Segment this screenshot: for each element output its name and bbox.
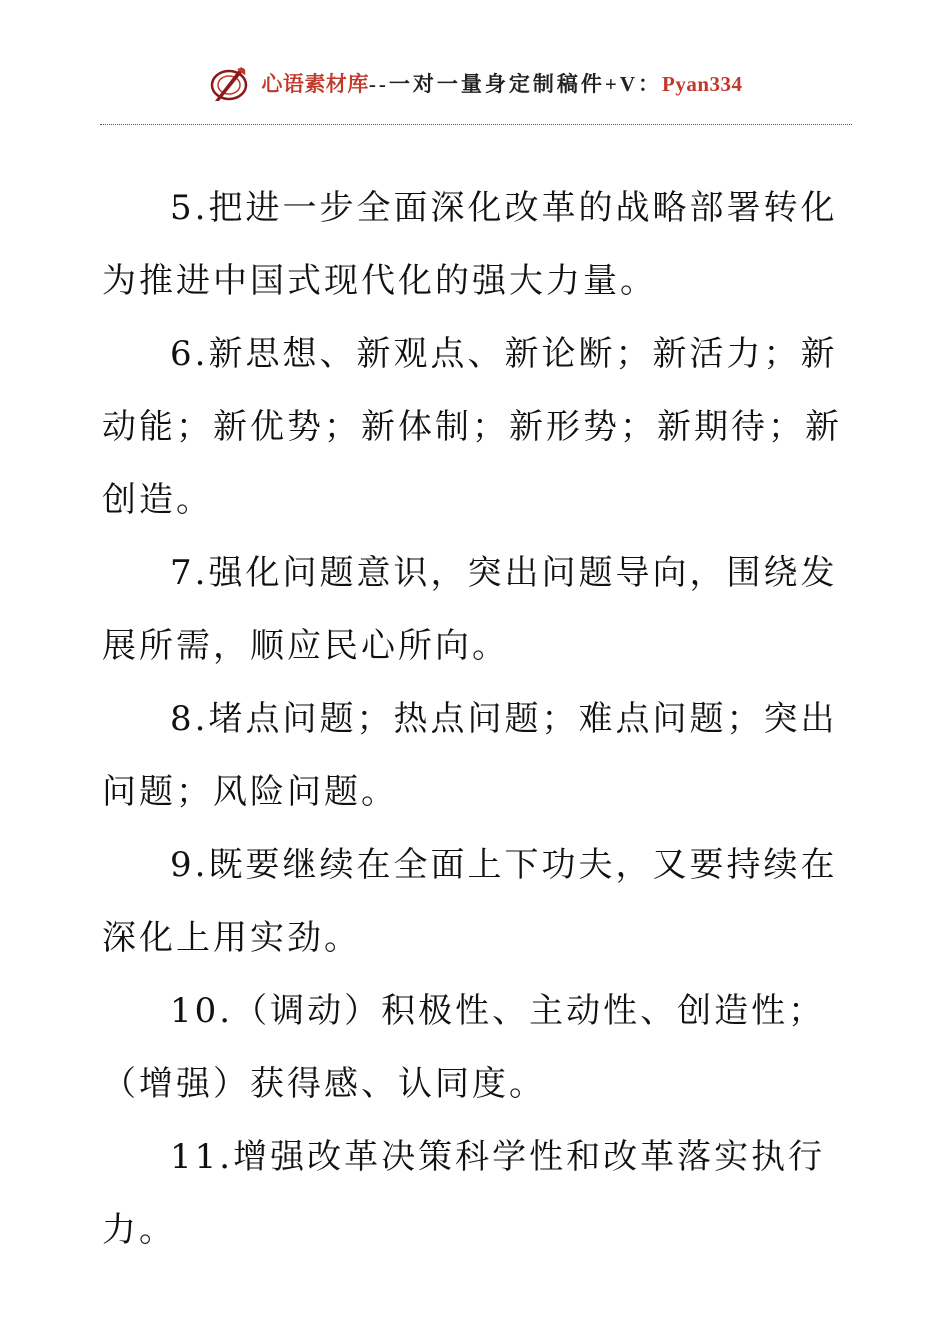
paragraph-10: 10.（调动）积极性、主动性、创造性；（增强）获得感、认同度。 <box>102 991 826 1104</box>
document-body <box>102 172 854 1267</box>
quill-pen-icon <box>207 61 251 105</box>
header-slogan: --一对一量身定制稿件+V： <box>368 72 663 96</box>
paragraph-9: 9.既要继续在全面上下功夫，又要持续在深化上用实劲。 <box>102 845 838 958</box>
paragraph-8: 8.堵点问题；热点问题；难点问题；突出问题；风险问题。 <box>102 699 838 812</box>
header-title <box>261 68 742 98</box>
paragraph-5: 5.把进一步全面深化改革的战略部署转化为推进中国式现代化的强大力量。 <box>102 188 838 301</box>
brand-name: 心语素材库 <box>261 72 369 96</box>
header-divider <box>100 124 852 125</box>
page-header <box>0 58 950 108</box>
contact-id: Pyan334 <box>662 72 743 96</box>
paragraph-11: 11.增强改革决策科学性和改革落实执行力。 <box>102 1137 826 1250</box>
paragraph-7: 7.强化问题意识，突出问题导向，围绕发展所需，顺应民心所向。 <box>102 553 838 666</box>
paragraph-6: 6.新思想、新观点、新论断；新活力；新动能；新优势；新体制；新形势；新期待；新创造。 <box>102 334 842 520</box>
